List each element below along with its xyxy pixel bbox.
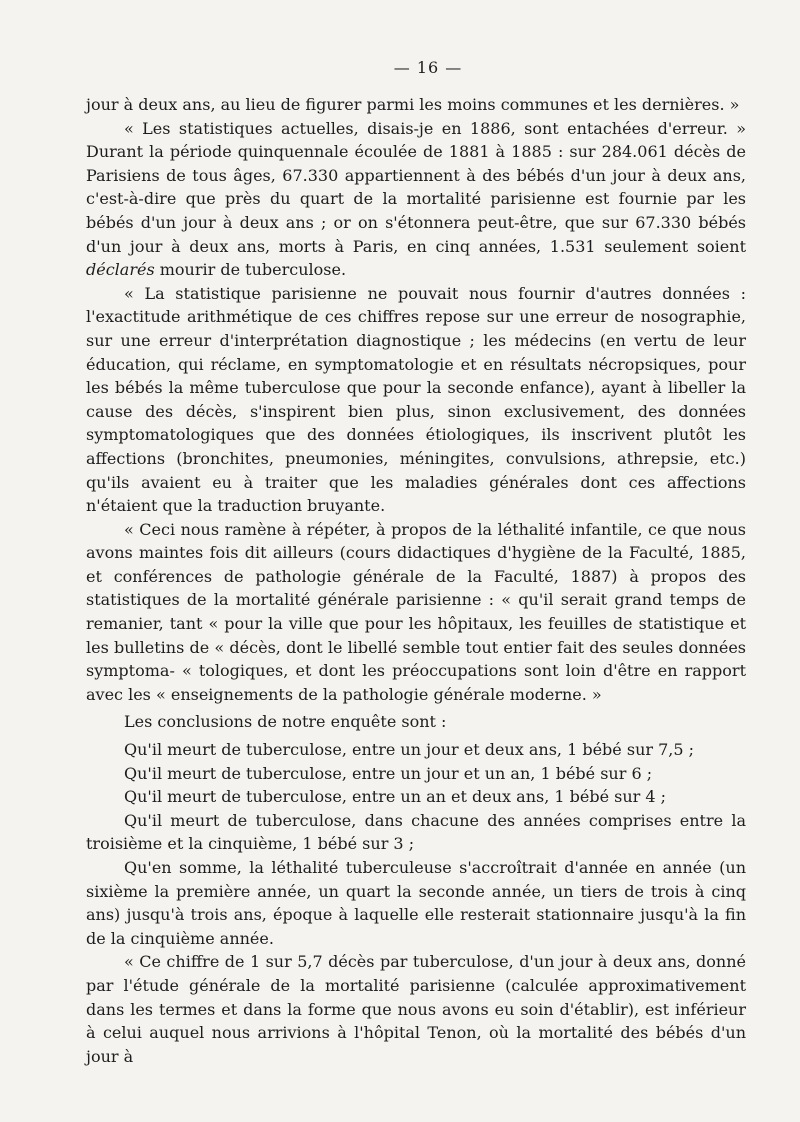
paragraph: Qu'il meurt de tuberculose, dans chacune des années comprises entre la troisième et la cinquième, 1 bébé sur 3 ; — [86, 810, 746, 854]
paragraph: Qu'il meurt de tuberculose, entre un an et deux ans, 1 bébé sur 4 ; — [124, 787, 667, 807]
italic-word: déclarés — [86, 260, 155, 280]
paragraph: Qu'il meurt de tuberculose, entre un jour et un an, 1 bébé sur 6 ; — [124, 763, 653, 783]
paragraph-text: « Les statistiques actuelles, disais-je en 1886, sont entachées d'erreur. » Durant la période quinquennale écoulée de 1881 à 1885 : sur 284.061 décès de Parisiens de tous âges, 67.330 appartiennent à des bébés d'un jour à deux ans, c'est-à-dire que près du quart de la mortalité parisienne est fournie par les bébés d'un jour à deux ans ; or on s'étonnera peut-être, que sur 67.330 bébés d'un jour à deux ans, morts à Paris, en cinq années, 1.531 seulement soient — [86, 118, 746, 256]
page-body — [86, 93, 746, 1068]
paragraph: Qu'il meurt de tuberculose, entre un jour et deux ans, 1 bébé sur 7,5 ; — [124, 740, 695, 760]
paragraph-tail: mourir de tuberculose. — [154, 260, 347, 280]
paragraph: « La statistique parisienne ne pouvait nous fournir d'autres données : l'exactitude arithmétique de ces chiffres repose sur une erreur de nosographie, sur une erreur d'interprétation diagnostique ; les médecins (en vertu de leur éducation, qui réclame, en symptomatologie et en résultats nécropsiques, pour les bébés la même tuberculose que pour la seconde enfance), ayant à libeller la cause des décès, s'inspirent bien plus, sinon exclusivement, des données symptomatologiques que des données étiologiques, ils inscrivent plutôt les affections (bronchites, pneumonies, méningites, convulsions, athrepsie, etc.) qu'ils avaient eu à traiter que les maladies générales dont ces affections n'étaient que la traduction bruyante. — [86, 283, 746, 516]
paragraph: Qu'en somme, la léthalité tuberculeuse s'accroîtrait d'année en année (un sixième la première année, un quart la seconde année, un tiers de trois à cinq ans) jusqu'à trois ans, époque à laquelle elle resterait stationnaire jusqu'à la fin de la cinquième année. — [86, 858, 746, 948]
paragraph: Les conclusions de notre enquête sont : — [124, 712, 447, 732]
paragraph: « Ceci nous ramène à répéter, à propos de la léthalité infantile, ce que nous avons maintes fois dit ailleurs (cours didactiques d'hygiène de la Faculté, 1885, et conférences de pathologie générale de la Faculté, 1887) à propos des statistiques de la mortalité générale parisienne : « qu'il serait grand temps de remanier, tant « pour la ville que pour les hôpitaux, les feuilles de statistique et les bulletins de « décès, dont le libellé semble tout entier fait des seules données symptoma- « tologiques, et dont les préoccupations sont loin d'être en rapport avec les « enseignements de la pathologie générale moderne. » — [86, 519, 746, 704]
paragraph: « Ce chiffre de 1 sur 5,7 décès par tuberculose, d'un jour à deux ans, donné par l'étude générale de la mortalité parisienne (calculée approximativement dans les termes et dans la forme que nous avons eu soin d'établir), est inférieur à celui auquel nous arrivions à l'hôpital Tenon, où la mortalité des bébés d'un jour à — [86, 952, 746, 1066]
page-number: — 16 — — [393, 58, 463, 77]
paragraph — [86, 117, 746, 282]
paragraph: jour à deux ans, au lieu de figurer parmi les moins communes et les dernières. » — [86, 95, 740, 114]
